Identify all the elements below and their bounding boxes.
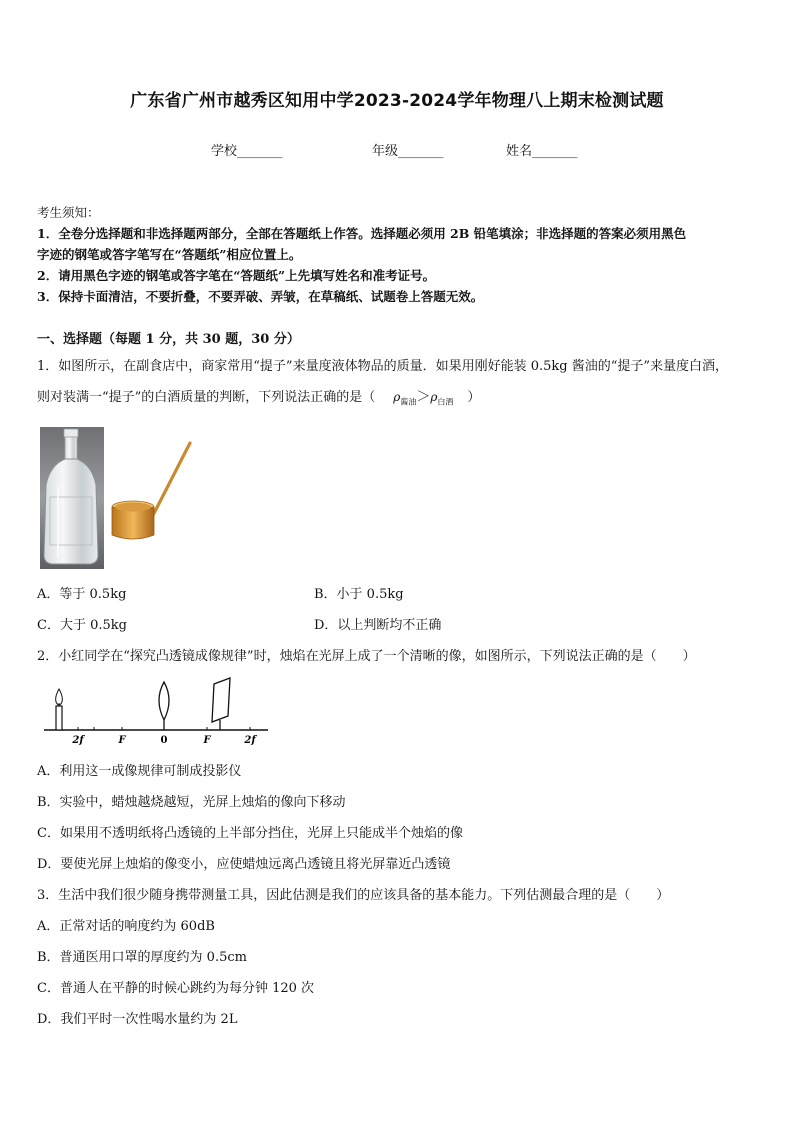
rho-symbol: ρ: [393, 390, 401, 404]
q3-option-b: B．普通医用口罩的厚度约为 0.5cm: [37, 950, 247, 965]
label-2f-right: 2f: [244, 735, 256, 746]
section-heading: 一、选择题（每题 1 分，共 30 题，30 分）: [37, 332, 300, 347]
q1-option-b: B．小于 0.5kg: [314, 587, 404, 602]
density-formula: [393, 389, 454, 407]
q1-stem-line1: 1．如图所示，在副食店中，商家常用“提子”来量度液体物品的质量．如果用刚好能装 0.5kg 酱油的“提子”来量度白酒，: [37, 359, 728, 374]
q1-stem-text: 则对装满一“提子”的白酒质量的判断，下列说法正确的是（: [37, 390, 376, 405]
notice-line-1a: 1．全卷分选择题和非选择题两部分，全部在答题纸上作答。选择题必须用 2B 铅笔填涂；非选择题的答案必须用黑色: [37, 226, 687, 241]
q1-close-paren: ）: [467, 390, 481, 405]
q1-figure: [40, 427, 200, 569]
school-field: 学校_______: [211, 144, 283, 159]
candle-icon: [56, 689, 63, 730]
convex-lens-icon: [159, 682, 169, 730]
q1-option-a: A．等于 0.5kg: [37, 587, 127, 602]
label-2f-left: 2f: [72, 735, 84, 746]
q3-option-a: A．正常对话的响度约为 60dB: [37, 919, 215, 934]
q2-option-d: D．要使光屏上烛焰的像变小，应使蜡烛远离凸透镜且将光屏靠近凸透镜: [37, 857, 451, 872]
rho-sub-liquor: 白酒: [437, 397, 454, 407]
notice-line-2: 2．请用黑色字迹的钢笔或答字笔在“答题纸”上先填写姓名和准考证号。: [37, 268, 436, 283]
q1-option-c: C．大于 0.5kg: [37, 618, 127, 633]
ladle-icon: [112, 443, 190, 539]
q2-option-c: C．如果用不透明纸将凸透镜的上半部分挡住，光屏上只能成半个烛焰的像: [37, 826, 463, 841]
q1-option-d: D．以上判断均不正确: [314, 618, 442, 633]
label-f-left: F: [118, 735, 126, 746]
q2-lens-figure: [40, 676, 272, 748]
q3-stem: 3．生活中我们很少随身携带测量工具，因此估测是我们的应该具备的基本能力。下列估测最合理的是（ ）: [37, 888, 670, 903]
page-title: 广东省广州市越秀区知用中学2023-2024学年物理八上期末检测试题: [130, 91, 664, 111]
q3-option-d: D．我们平时一次性喝水量约为 2L: [37, 1012, 238, 1027]
label-f-right: F: [203, 735, 211, 746]
notice-line-1b: 字迹的钢笔或答字笔写在“答题纸”相应位置上。: [37, 247, 302, 262]
rho-sub-soy: 酱油: [400, 397, 417, 407]
notice-line-3: 3．保持卡面清洁，不要折叠，不要弄破、弄皱，在草稿纸、试题卷上答题无效。: [37, 289, 484, 304]
q2-option-a: A．利用这一成像规律可制成投影仪: [37, 764, 242, 779]
q3-option-c: C．普通人在平静的时候心跳约为每分钟 120 次: [37, 981, 315, 996]
greater-than: ＞: [416, 389, 431, 405]
grade-field: 年级_______: [372, 144, 444, 159]
q1-stem-line2: [37, 386, 480, 407]
q2-stem: 2．小红同学在“探究凸透镜成像规律”时，烛焰在光屏上成了一个清晰的像，如图所示，下列说法正确的是（ ）: [37, 649, 696, 664]
notice-heading: 考生须知：: [37, 205, 100, 220]
q2-option-b: B．实验中，蜡烛越烧越短，光屏上烛焰的像向下移动: [37, 795, 346, 810]
rho-symbol-2: ρ: [430, 390, 438, 404]
name-field: 姓名_______: [506, 144, 578, 159]
light-screen-icon: [212, 678, 230, 730]
label-origin: 0: [160, 735, 168, 746]
